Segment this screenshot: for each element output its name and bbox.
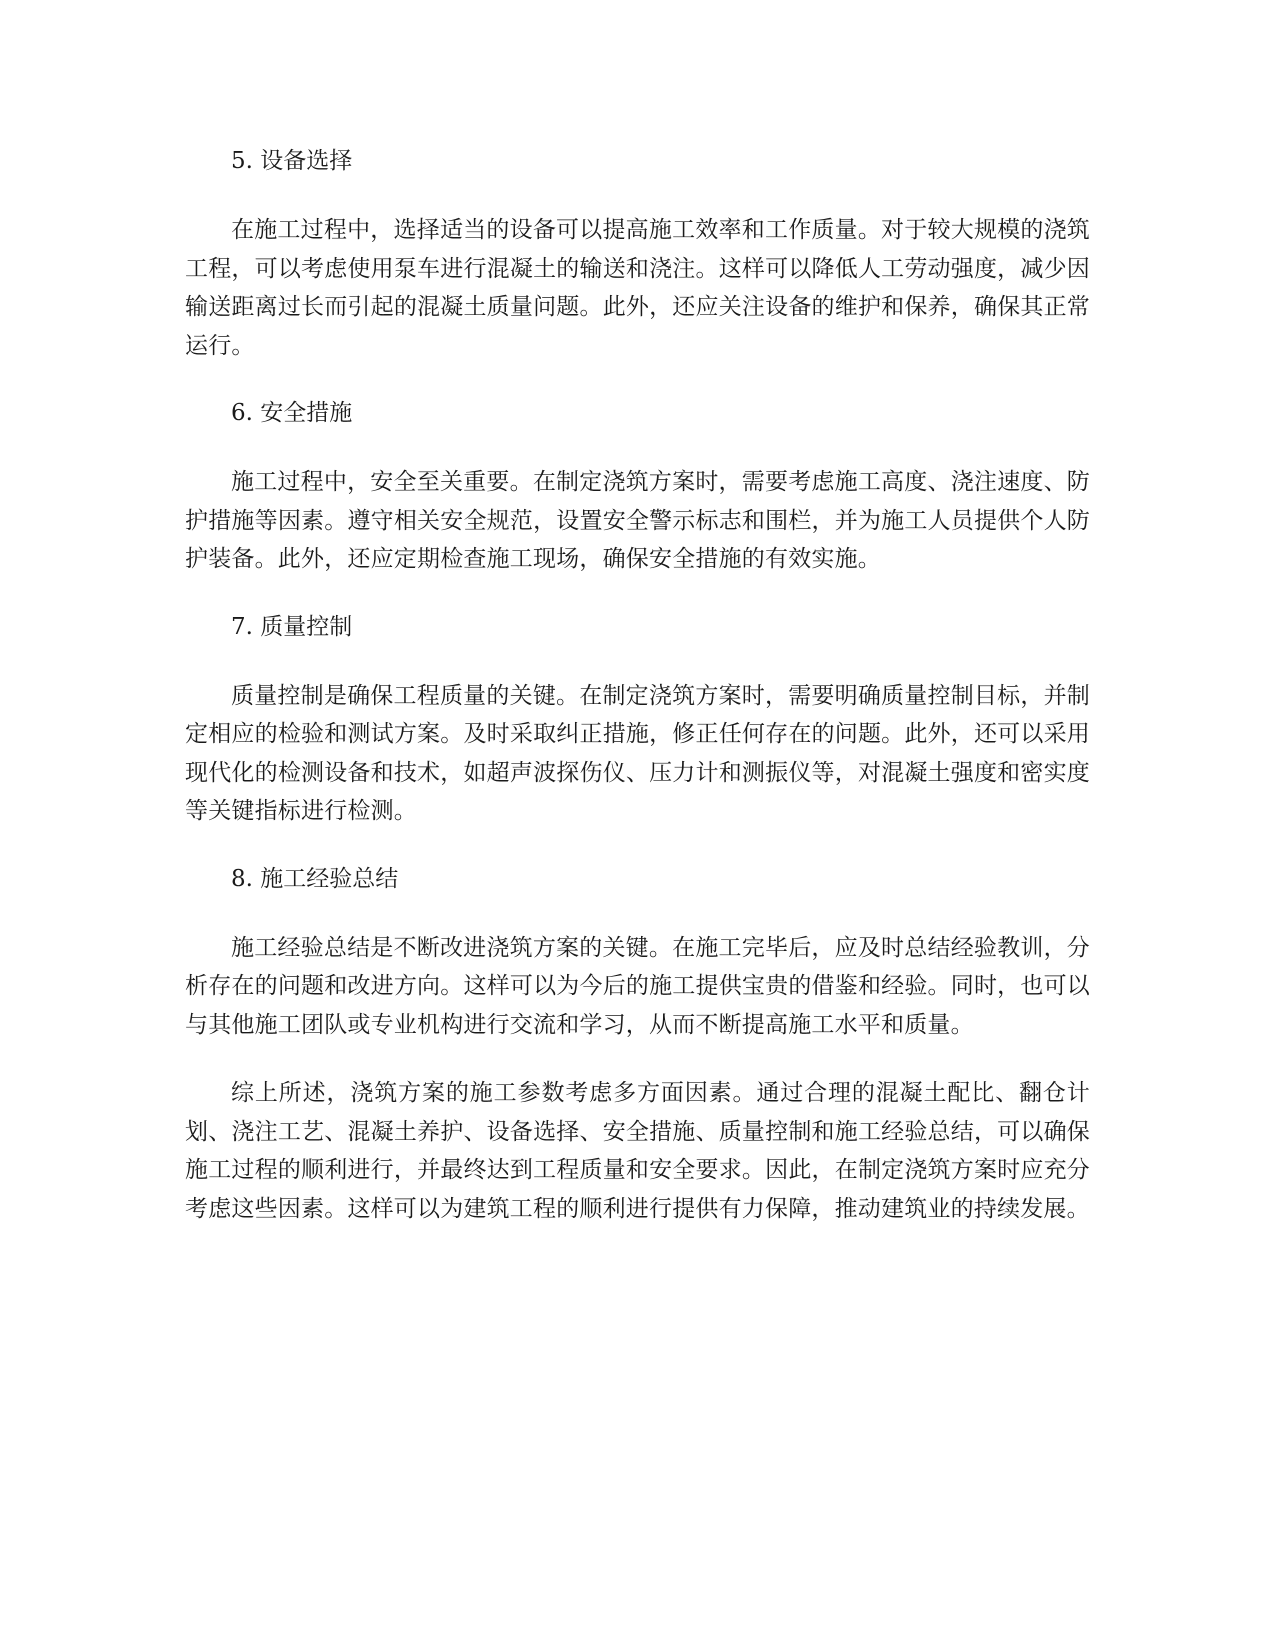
section-heading-safety: 6. 安全措施 xyxy=(231,400,353,426)
conclusion-paragraph: 综上所述，浇筑方案的施工参数考虑多方面因素。通过合理的混凝土配比、翻仓计划、浇注工艺、混凝土养护、设备选择、安全措施、质量控制和施工经验总结，可以确保施工过程的顺利进行，并最终达到工程质量和安全要求。因此，在制定浇筑方案时应充分考虑这些因素。这样可以为建筑工程的顺利进行提供有力保障，推动建筑业的持续发展。 xyxy=(185,1080,1090,1222)
section-heading-quality: 7. 质量控制 xyxy=(231,613,353,640)
section-heading-equipment: 5. 设备选择 xyxy=(231,148,353,174)
section-body-safety: 施工过程中，安全至关重要。在制定浇筑方案时，需要考虑施工高度、浇注速度、防护措施等因素。遵守相关安全规范，设置安全警示标志和围栏，并为施工人员提供个人防护装备。此外，还应定期检查施工现场，确保安全措施的有效实施。 xyxy=(185,469,1090,572)
section-body-equipment: 在施工过程中，选择适当的设备可以提高施工效率和工作质量。对于较大规模的浇筑工程，可以考虑使用泵车进行混凝土的输送和浇注。这样可以降低人工劳动强度，减少因输送距离过长而引起的混凝土质量问题。此外，还应关注设备的维护和保养，确保其正常运行。 xyxy=(185,217,1090,359)
document-page xyxy=(185,143,1090,1228)
section-heading-experience: 8. 施工经验总结 xyxy=(231,865,399,892)
section-body-quality: 质量控制是确保工程质量的关键。在制定浇筑方案时，需要明确质量控制目标，并制定相应的检验和测试方案。及时采取纠正措施，修正任何存在的问题。此外，还可以采用现代化的检测设备和技术，如超声波探伤仪、压力计和测振仪等，对混凝土强度和密实度等关键指标进行检测。 xyxy=(185,682,1090,824)
section-body-experience: 施工经验总结是不断改进浇筑方案的关键。在施工完毕后，应及时总结经验教训，分析存在的问题和改进方向。这样可以为今后的施工提供宝贵的借鉴和经验。同时，也可以与其他施工团队或专业机构进行交流和学习，从而不断提高施工水平和质量。 xyxy=(185,934,1090,1038)
